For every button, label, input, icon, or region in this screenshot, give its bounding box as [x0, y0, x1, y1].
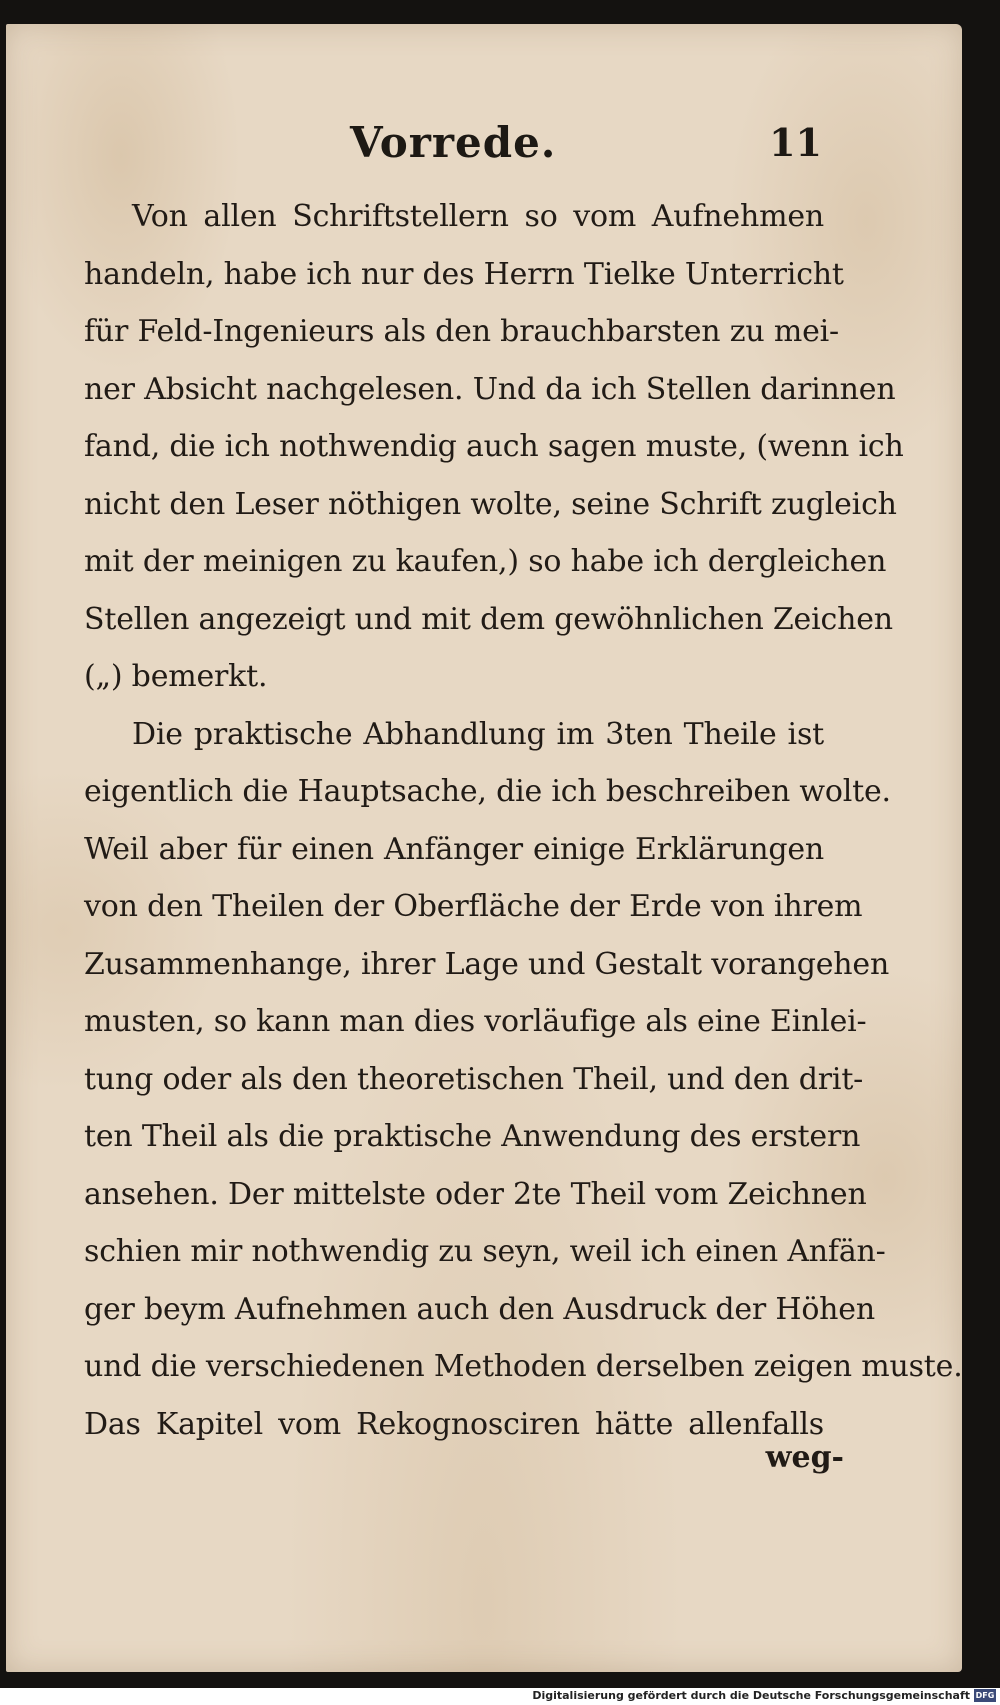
paragraph-2	[84, 706, 963, 1454]
text-line: Stellen angezeigt und mit dem gewöhnlichen Zeichen	[84, 601, 893, 637]
page-title: Vorrede.	[350, 118, 557, 167]
body-text	[84, 188, 963, 1453]
text-line: Zusammenhange, ihrer Lage und Gestalt vorangehen	[84, 946, 890, 982]
footer-bar	[0, 1688, 1000, 1705]
text-line: musten, so kann man dies vorläufige als eine Einlei-	[84, 1004, 867, 1039]
running-head	[110, 118, 822, 172]
text-line: handeln, habe ich nur des Herrn Tielke Unterricht	[84, 256, 844, 292]
funding-credit: Digitalisierung gefördert durch die Deutsche Forschungsgemeinschaft	[532, 1689, 970, 1702]
text-line: für Feld-Ingenieurs als den brauchbarsten zu mei-	[84, 314, 839, 349]
text-line: Das Kapitel vom Rekognosciren hätte allenfalls	[84, 1406, 824, 1442]
text-line: schien mir nothwendig zu seyn, weil ich einen Anfän-	[84, 1234, 886, 1269]
text-line: ner Absicht nachgelesen. Und da ich Stellen darinnen	[84, 371, 896, 407]
text-line: Weil aber für einen Anfänger einige Erklärungen	[84, 831, 824, 867]
text-line: ten Theil als die praktische Anwendung des erstern	[84, 1119, 861, 1154]
page-number: 11	[769, 120, 822, 165]
text-line: fand, die ich nothwendig auch sagen muste, (wenn ich	[84, 429, 904, 464]
text-line: nicht den Leser nöthigen wolte, seine Schrift zugleich	[84, 486, 897, 522]
text-line: Die praktische Abhandlung im 3ten Theile ist	[132, 716, 824, 752]
text-line: ansehen. Der mittelste oder 2te Theil vom Zeichnen	[84, 1176, 867, 1212]
text-line: mit der meinigen zu kaufen,) so habe ich dergleichen	[84, 544, 887, 579]
text-line: tung oder als den theoretischen Theil, und den drit-	[84, 1061, 864, 1097]
text-line: und die verschiedenen Methoden derselben zeigen muste.	[84, 1349, 963, 1384]
text-line: („) bemerkt.	[84, 659, 268, 694]
text-line: Von allen Schriftstellern so vom Aufnehmen	[132, 199, 824, 234]
dfg-logo-icon: DFG	[975, 1691, 995, 1700]
text-line: ger beym Aufnehmen auch den Ausdruck der Höhen	[84, 1291, 875, 1327]
paragraph-1	[84, 188, 904, 706]
catchword: weg-	[765, 1440, 844, 1475]
text-line: von den Theilen der Oberfläche der Erde von ihrem	[84, 889, 863, 924]
text-line: eigentlich die Hauptsache, die ich beschreiben wolte.	[84, 774, 891, 809]
